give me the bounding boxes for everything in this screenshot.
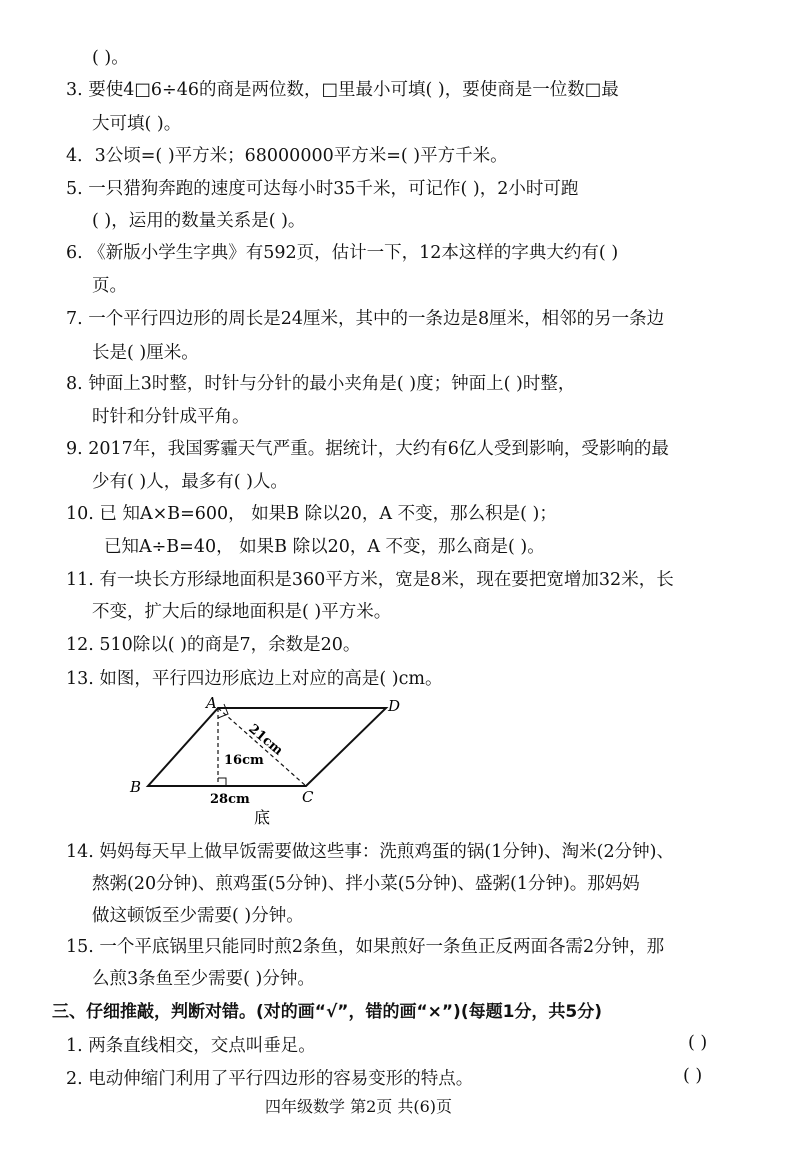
q3-line2: 大可填( )。	[92, 114, 182, 134]
q11-line1: 11. 有一块长方形绿地面积是360平方米，宽是8米，现在要把宽增加32米，长	[66, 570, 674, 590]
q4: 4．3公顷=( )平方米；68000000平方米=( )平方千米。	[66, 146, 508, 166]
base-caption: 底	[254, 808, 271, 827]
q12: 12. 510除以( )的商是7，余数是20。	[66, 635, 361, 655]
right-angle-mark-foot	[218, 778, 226, 786]
label-b: B	[130, 778, 142, 796]
q7-line1: 7. 一个平行四边形的周长是24厘米，其中的一条边是8厘米，相邻的另一条边	[66, 309, 665, 329]
q8-line1: 8. 钟面上3时整，时针与分针的最小夹角是( )度；钟面上( )时整，	[66, 374, 576, 394]
q10-line2: 已知A÷B=40， 如果B 除以20，A 不变，那么商是( )。	[104, 537, 545, 557]
q5-line1: 5. 一只猎狗奔跑的速度可达每小时35千米，可记作( )，2小时可跑	[66, 179, 579, 199]
q15-line2: 么煎3条鱼至少需要( )分钟。	[92, 969, 315, 989]
page-footer: 四年级数学 第2页 共(6)页	[265, 1097, 453, 1116]
diagonal-length: 21cm	[245, 721, 286, 759]
q9-line1: 9. 2017年，我国雾霾天气严重。据统计，大约有6亿人受到影响，受影响的最	[66, 439, 669, 459]
q13: 13. 如图，平行四边形底边上对应的高是( )cm。	[66, 669, 443, 689]
q10-line1: 10. 已 知A×B=600， 如果B 除以20，A 不变，那么积是( )；	[66, 504, 557, 524]
q14-line2: 熬粥(20分钟)、煎鸡蛋(5分钟)、拌小菜(5分钟)、盛粥(1分钟)。那妈妈	[92, 874, 640, 894]
judge-q2-answer-box[interactable]: ( )	[683, 1066, 703, 1086]
right-angle-mark-a	[218, 704, 228, 718]
label-a: A	[206, 694, 217, 712]
q14-line1: 14. 妈妈每天早上做早饭需要做这些事：洗煎鸡蛋的锅(1分钟)、淘米(2分钟)、	[66, 842, 674, 862]
height-length: 16cm	[224, 753, 264, 768]
q2-continuation: ( )。	[92, 48, 129, 68]
q5-line2: ( )，运用的数量关系是( )。	[92, 211, 306, 231]
q7-line2: 长是( )厘米。	[92, 343, 199, 363]
parallelogram-figure	[120, 692, 420, 832]
judge-q1: 1. 两条直线相交，交点叫垂足。	[66, 1036, 316, 1056]
q3-line1: 3. 要使4□6÷46的商是两位数，□里最小可填( )，要使商是一位数□最	[66, 80, 619, 100]
section-three-heading: 三、仔细推敲，判断对错。(对的画“√”，错的画“×”)(每题1分，共5分)	[52, 1002, 603, 1022]
q15-line1: 15. 一个平底锅里只能同时煎2条鱼，如果煎好一条鱼正反两面各需2分钟，那	[66, 937, 665, 957]
label-c: C	[302, 788, 314, 806]
base-length: 28cm	[210, 792, 250, 807]
q8-line2: 时针和分针成平角。	[92, 407, 250, 427]
judge-q1-answer-box[interactable]: ( )	[688, 1033, 708, 1053]
q9-line2: 少有( )人，最多有( )人。	[92, 472, 288, 492]
diagonal-ac	[218, 708, 306, 786]
label-d: D	[388, 697, 401, 715]
q6-line2: 页。	[92, 276, 127, 296]
q14-line3: 做这顿饭至少需要( )分钟。	[92, 906, 304, 926]
q6-line1: 6. 《新版小学生字典》有592页，估计一下，12本这样的字典大约有( )	[66, 243, 619, 263]
q11-line2: 不变，扩大后的绿地面积是( )平方米。	[92, 602, 392, 622]
judge-q2: 2. 电动伸缩门利用了平行四边形的容易变形的特点。	[66, 1069, 474, 1089]
